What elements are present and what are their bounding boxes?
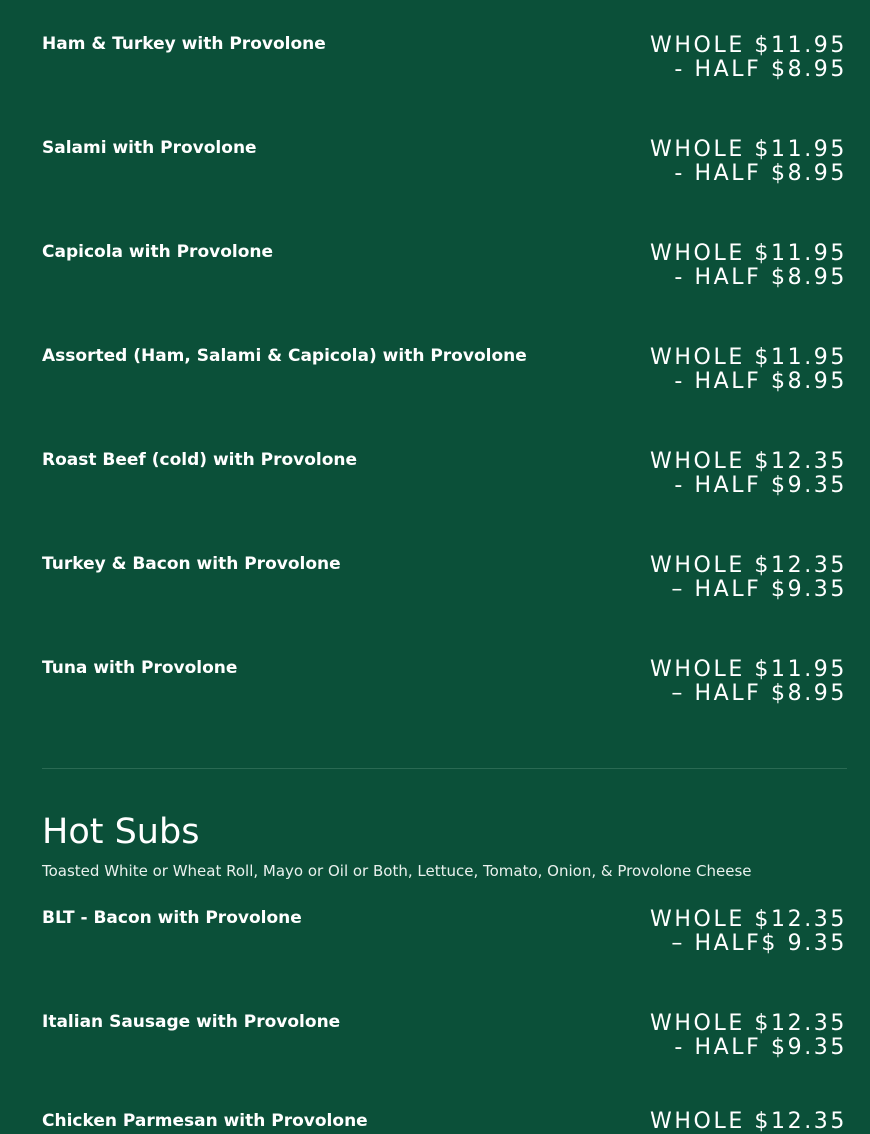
menu-item: [42, 345, 847, 425]
menu-item-price: WHOLE $11.95 – HALF $8.95: [650, 657, 847, 706]
menu-item-price: WHOLE $11.95 - HALF $8.95: [650, 33, 847, 82]
menu-item: [42, 137, 847, 217]
menu-item-name: Chicken Parmesan with Provolone: [42, 1111, 368, 1131]
menu-item: [42, 907, 847, 987]
menu-item-name: Italian Sausage with Provolone: [42, 1012, 341, 1032]
menu-item-name: BLT - Bacon with Provolone: [42, 908, 302, 928]
menu-item-name: Roast Beef (cold) with Provolone: [42, 450, 358, 470]
menu-item-name: Ham & Turkey with Provolone: [42, 34, 326, 54]
section-divider: [42, 768, 847, 769]
menu-item-name: Salami with Provolone: [42, 138, 257, 158]
menu-item-price: WHOLE $12.35: [650, 1109, 847, 1134]
menu-item-name: Capicola with Provolone: [42, 242, 274, 262]
section-title: Hot Subs: [42, 812, 200, 852]
section-description: Toasted White or Wheat Roll, Mayo or Oil or Both, Lettuce, Tomato, Onion, & Provolone Cheese: [42, 862, 752, 880]
menu-item-price: WHOLE $12.35 - HALF $9.35: [650, 1011, 847, 1060]
menu-item: [42, 241, 847, 321]
menu-item-name: Assorted (Ham, Salami & Capicola) with Provolone: [42, 346, 527, 366]
menu-item-price: WHOLE $12.35 – HALF$ 9.35: [650, 907, 847, 956]
menu-item-price: WHOLE $11.95 - HALF $8.95: [650, 241, 847, 290]
menu-item: [42, 657, 847, 737]
menu-item: [42, 1106, 847, 1134]
menu-item-name: Tuna with Provolone: [42, 658, 238, 678]
menu-item: [42, 1011, 847, 1091]
menu-item: [42, 553, 847, 633]
menu-item-price: WHOLE $12.35 - HALF $9.35: [650, 449, 847, 498]
menu-item-price: WHOLE $12.35 – HALF $9.35: [650, 553, 847, 602]
menu-item-price: WHOLE $11.95 - HALF $8.95: [650, 137, 847, 186]
menu-item: [42, 449, 847, 529]
menu-item-name: Turkey & Bacon with Provolone: [42, 554, 341, 574]
menu-item-price: WHOLE $11.95 - HALF $8.95: [650, 345, 847, 394]
menu-item: [42, 33, 847, 113]
